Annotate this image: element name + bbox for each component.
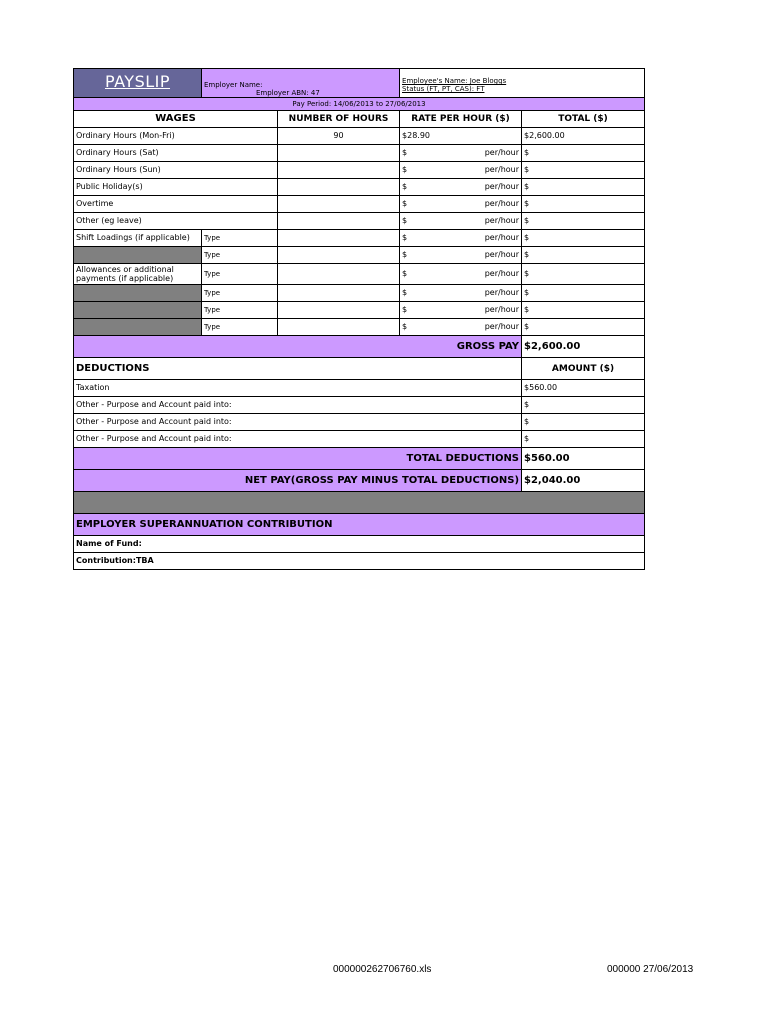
wage-rate: $28.90: [400, 128, 522, 145]
wage-row: [74, 247, 645, 264]
separator-row: [74, 492, 645, 514]
footer-filename: 000000262706760.xls: [333, 964, 432, 975]
wage-total: $: [522, 213, 645, 230]
deduction-row: [74, 380, 645, 397]
wage-rate: $ per/hour: [400, 213, 522, 230]
wage-row: [74, 162, 645, 179]
deduction-amount: $: [522, 397, 645, 414]
wage-label: Ordinary Hours (Sat): [74, 145, 278, 162]
deduction-row: [74, 431, 645, 448]
wage-label: [74, 247, 202, 264]
wage-row: [74, 302, 645, 319]
wage-type: Type: [202, 230, 278, 247]
employer-cell: [202, 69, 400, 98]
wage-label: Public Holiday(s): [74, 179, 278, 196]
wage-rate: $ per/hour: [400, 302, 522, 319]
wage-label: [74, 319, 202, 336]
employer-name-label: Employer Name:: [204, 81, 263, 89]
gross-pay-value: $2,600.00: [522, 336, 645, 358]
wage-rate: $ per/hour: [400, 247, 522, 264]
wage-label: [74, 285, 202, 302]
wage-total: $: [522, 230, 645, 247]
wage-rate: $ per/hour: [400, 264, 522, 285]
wage-total: $: [522, 264, 645, 285]
wage-total: $: [522, 302, 645, 319]
wage-total: $: [522, 285, 645, 302]
wage-total: $: [522, 247, 645, 264]
wage-hours: [278, 196, 400, 213]
wage-rate: $ per/hour: [400, 230, 522, 247]
net-pay-label: NET PAY(GROSS PAY MINUS TOTAL DEDUCTIONS): [74, 470, 522, 492]
payslip-title: PAYSLIP: [104, 71, 171, 91]
header-row: [74, 69, 645, 98]
wage-hours: 90: [278, 128, 400, 145]
deduction-row: [74, 397, 645, 414]
wage-row: [74, 196, 645, 213]
wage-hours: [278, 247, 400, 264]
wage-label: Shift Loadings (if applicable): [74, 230, 202, 247]
wage-total: $: [522, 319, 645, 336]
total-deductions-row: [74, 448, 645, 470]
total-deductions-label: TOTAL DEDUCTIONS: [74, 448, 522, 470]
wage-label: [74, 302, 202, 319]
wage-label: Other (eg leave): [74, 213, 278, 230]
wage-label: Ordinary Hours (Mon-Fri): [74, 128, 278, 145]
wage-hours: [278, 285, 400, 302]
wage-row: [74, 213, 645, 230]
wage-hours: [278, 162, 400, 179]
wage-type: Type: [202, 319, 278, 336]
wage-hours: [278, 230, 400, 247]
amount-header: AMOUNT ($): [522, 358, 645, 380]
wage-rate: $ per/hour: [400, 285, 522, 302]
wage-type: Type: [202, 302, 278, 319]
total-col-header: TOTAL ($): [522, 111, 645, 128]
fund-label: Name of Fund:: [74, 536, 645, 553]
deductions-header-row: [74, 358, 645, 380]
deduction-label: Other - Purpose and Account paid into:: [74, 397, 522, 414]
wage-row: [74, 264, 645, 285]
footer-page-date: 000000 27/06/2013: [607, 964, 694, 975]
wages-header-row: [74, 111, 645, 128]
wage-total: $2,600.00: [522, 128, 645, 145]
wage-row: [74, 179, 645, 196]
wage-type: Type: [202, 285, 278, 302]
wage-type: Type: [202, 247, 278, 264]
wage-label: Ordinary Hours (Sun): [74, 162, 278, 179]
wage-rate: $ per/hour: [400, 145, 522, 162]
deduction-label: Other - Purpose and Account paid into:: [74, 431, 522, 448]
wage-total: $: [522, 179, 645, 196]
deduction-label: Taxation: [74, 380, 522, 397]
wage-hours: [278, 302, 400, 319]
wage-total: $: [522, 145, 645, 162]
wage-label: Overtime: [74, 196, 278, 213]
net-pay-value: $2,040.00: [522, 470, 645, 492]
wage-row: [74, 128, 645, 145]
wages-col-header: WAGES: [74, 111, 278, 128]
deduction-amount: $: [522, 431, 645, 448]
payslip-sheet: [73, 68, 644, 570]
wage-hours: [278, 319, 400, 336]
total-deductions-value: $560.00: [522, 448, 645, 470]
employer-abn: Employer ABN: 47: [256, 89, 320, 97]
wage-type: Type: [202, 264, 278, 285]
contribution-row: [74, 553, 645, 570]
employee-cell: [400, 69, 645, 98]
wage-rate: $ per/hour: [400, 319, 522, 336]
hours-col-header: NUMBER OF HOURS: [278, 111, 400, 128]
gross-pay-row: [74, 336, 645, 358]
wage-hours: [278, 213, 400, 230]
wage-total: $: [522, 196, 645, 213]
super-title: EMPLOYER SUPERANNUATION CONTRIBUTION: [74, 514, 645, 536]
wage-hours: [278, 264, 400, 285]
deduction-amount: $: [522, 414, 645, 431]
payslip-title-cell: [74, 69, 202, 98]
gross-pay-label: GROSS PAY: [74, 336, 522, 358]
employee-name: Employee's Name: Joe Bloggs: [402, 77, 507, 85]
pay-period: Pay Period: 14/06/2013 to 27/06/2013: [74, 98, 645, 111]
pay-period-row: [74, 98, 645, 111]
rate-col-header: RATE PER HOUR ($): [400, 111, 522, 128]
payslip-table: [73, 68, 645, 570]
super-header-row: [74, 514, 645, 536]
wage-row: [74, 319, 645, 336]
wage-rate: $ per/hour: [400, 179, 522, 196]
wage-rate: $ per/hour: [400, 162, 522, 179]
wage-label: Allowances or additional payments (if applicable): [74, 264, 202, 285]
deduction-amount: $560.00: [522, 380, 645, 397]
wage-row: [74, 285, 645, 302]
deductions-title: DEDUCTIONS: [74, 358, 522, 380]
gray-divider: [74, 492, 645, 514]
deduction-row: [74, 414, 645, 431]
wage-hours: [278, 179, 400, 196]
wage-hours: [278, 145, 400, 162]
contribution-label: Contribution:TBA: [74, 553, 645, 570]
wage-row: [74, 230, 645, 247]
fund-row: [74, 536, 645, 553]
wage-row: [74, 145, 645, 162]
deduction-label: Other - Purpose and Account paid into:: [74, 414, 522, 431]
wage-rate: $ per/hour: [400, 196, 522, 213]
employee-status: Status (FT, PT, CAS): FT: [402, 85, 485, 93]
wage-total: $: [522, 162, 645, 179]
net-pay-row: [74, 470, 645, 492]
